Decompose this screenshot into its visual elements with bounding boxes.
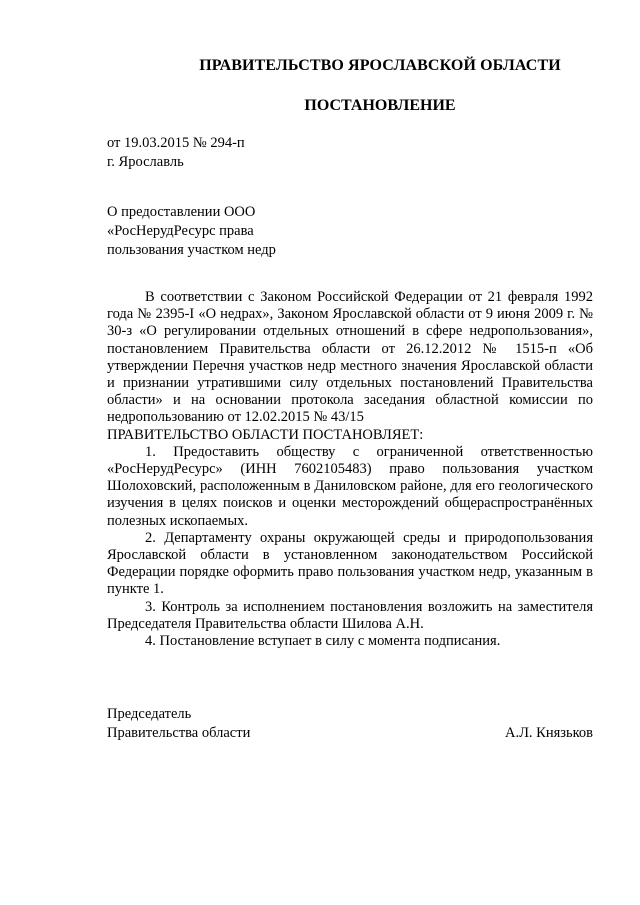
subject-line-2: «РосНерудРесурс права	[107, 223, 254, 239]
resolves-heading: ПРАВИТЕЛЬСТВО ОБЛАСТИ ПОСТАНОВЛЯЕТ:	[107, 426, 424, 443]
item-paragraph-2: 2. Департаменту охраны окружающей среды и природопользования Ярославской области в установленном законодательством Российской Федерации порядке оформить право пользования участком недр, указанным в пункте 1.	[107, 529, 593, 598]
signature-row	[107, 724, 593, 743]
document-meta	[107, 134, 245, 172]
date-number: от 19.03.2015 № 294-п	[107, 135, 245, 151]
city: г. Ярославль	[107, 154, 184, 170]
signatory-name: А.Л. Князьков	[504, 725, 593, 741]
item-paragraph-1: 1. Предоставить обществу с ограниченной ответственностью «РосНерудРесурс» (ИНН 7602105483) право пользования участком Шолоховский, расположенным в Даниловском районе, для его геологического изучения в целях поисков и оценки месторождений общераспространённых полезных ископаемых.	[107, 443, 593, 529]
preamble-paragraph: В соответствии с Законом Российской Федерации от 21 февраля 1992 года № 2395-I «О недрах», Законом Ярославской области от 9 июня 2009 г. № 30-з «О регулировании отдельных отношений в сфере недропользования», постановлением Правительства области от 26.12.2012 № 1515-п «Об утверждении Перечня участков недр местного значения Ярославской области и признании утратившими силу отдельных постановлений Правительства области» и на основании протокола заседания областной комиссии по недропользованию от 12.02.2015 № 43/15	[107, 289, 593, 426]
subject-line-1: О предоставлении ООО	[107, 204, 256, 220]
organization-title: ПРАВИТЕЛЬСТВО ЯРОСЛАВСКОЙ ОБЛАСТИ	[199, 57, 561, 74]
item-paragraph-4: 4. Постановление вступает в силу с момента подписания.	[145, 633, 501, 650]
document-subject	[107, 203, 276, 260]
subject-line-3: пользования участком недр	[107, 242, 276, 258]
document-body	[107, 289, 593, 650]
item-paragraph-3: 3. Контроль за исполнением постановления возложить на заместителя Председателя Правительства области Шилова А.Н.	[107, 598, 593, 632]
signature-block	[107, 705, 593, 743]
signatory-title-line-2: Правительства области	[107, 725, 251, 741]
document-type-title: ПОСТАНОВЛЕНИЕ	[304, 97, 456, 114]
signatory-title-line-1: Председатель	[107, 706, 192, 722]
